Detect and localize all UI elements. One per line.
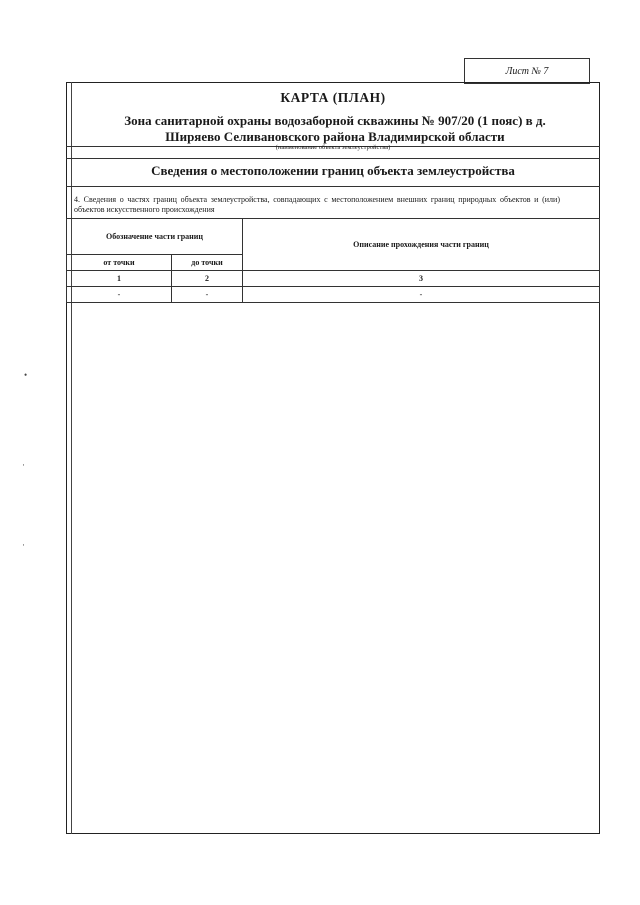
to-point-header: до точки xyxy=(172,255,243,271)
object-name-line-1: Зона санитарной охраны водозаборной скважины № 907/20 (1 пояс) в д. xyxy=(124,113,546,128)
row-to: - xyxy=(172,287,243,303)
map-title: КАРТА (ПЛАН) xyxy=(280,90,386,105)
margin-mark-2: · xyxy=(22,460,25,470)
frame-inner-border xyxy=(71,82,72,834)
section-bottom-rule xyxy=(66,186,600,187)
section-paragraph: 4. Сведения о частях границ объекта землеустройства, совпадающих с местоположением внешних границ природных объектов и (или) объектов искусственного происхождения xyxy=(74,195,560,214)
sheet-number: Лист № 7 xyxy=(505,65,549,77)
margin-mark-3: · xyxy=(22,540,25,550)
desc-header: Описание прохождения части границ xyxy=(243,219,600,271)
row-desc: - xyxy=(243,287,600,303)
row-from: - xyxy=(67,287,172,303)
object-name-line-2: Ширяево Селивановского района Владимирской области xyxy=(165,129,505,144)
col-number-1: 1 xyxy=(67,271,172,287)
col-number-2: 2 xyxy=(172,271,243,287)
boundary-parts-table xyxy=(66,218,600,303)
col-number-3: 3 xyxy=(243,271,600,287)
section-top-rule xyxy=(66,158,600,159)
from-point-header: от точки xyxy=(67,255,172,271)
object-caption: (наименование объекта землеустройства) xyxy=(275,144,391,151)
object-name xyxy=(80,113,590,145)
table-row xyxy=(67,287,600,303)
section-title: Сведения о местоположении границ объекта землеустройства xyxy=(151,163,515,178)
sheet-number-box xyxy=(464,58,590,84)
margin-mark-1: • xyxy=(24,370,28,380)
group-header: Обозначение части границ xyxy=(67,219,243,255)
